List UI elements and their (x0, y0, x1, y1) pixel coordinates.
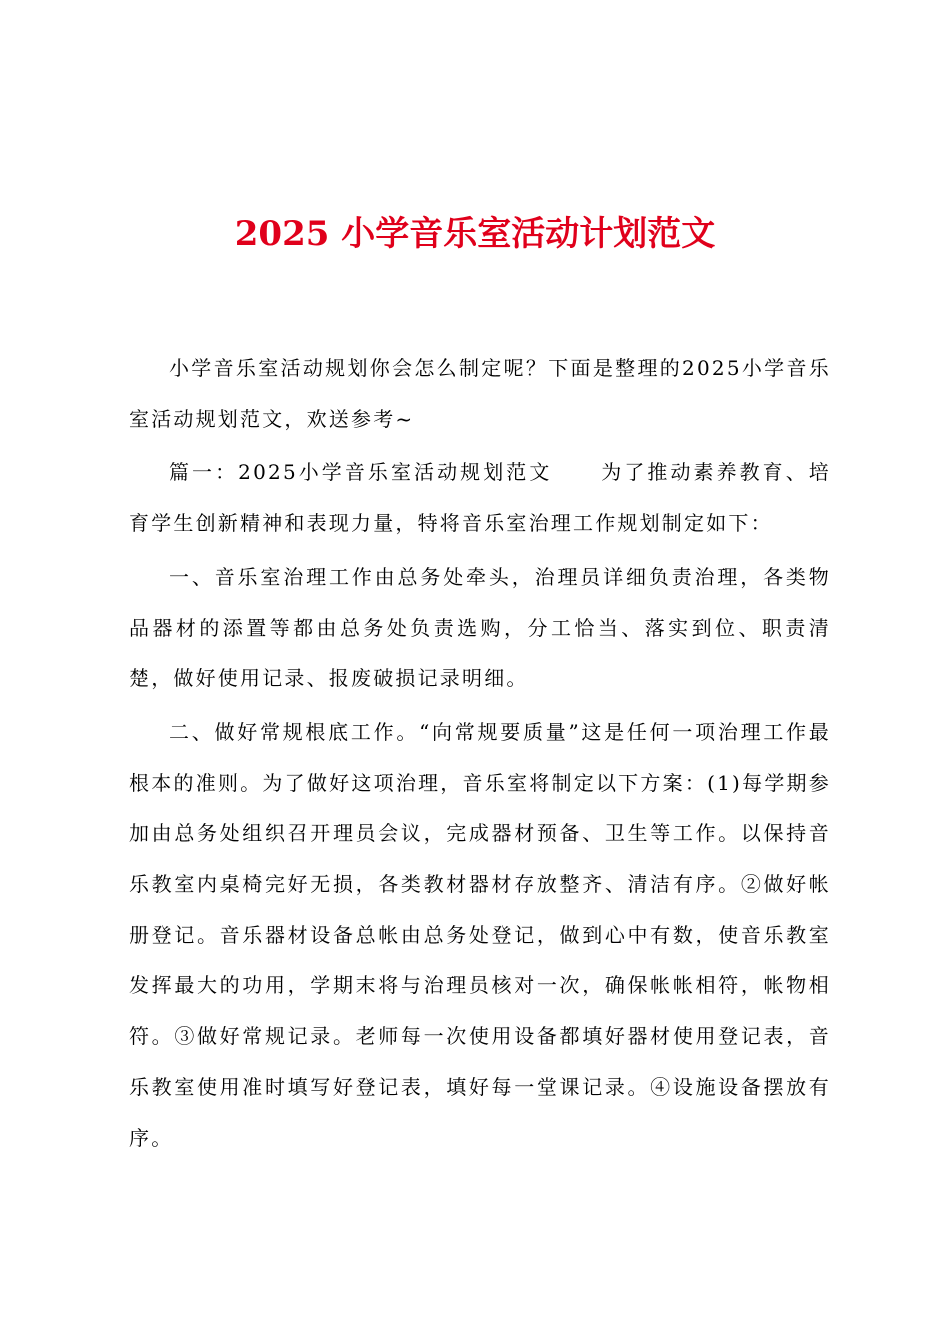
section-heading: 篇一：2025小学音乐室活动规划范文 (169, 460, 553, 485)
section-intro: 为了推动素养教育、培育学生创新精神和表现力量，特将音乐室治理工作规划制定如下： (129, 460, 832, 536)
item-one-paragraph: 一、音乐室治理工作由总务处牵头，治理员详细负责治理，各类物品器材的添置等都由总务处负责选购，分工恰当、落实到位、职责清楚，做好使用记录、报废破损记录明细。 (129, 564, 831, 691)
section-one-paragraph (129, 447, 831, 548)
item-two-paragraph: 二、做好常规根底工作。“向常规要质量”这是任何一项治理工作最根本的准则。为了做好这项治理，音乐室将制定以下方案：(1)每学期参加由总务处组织召开理员会议，完成器材预备、卫生等工作。以保持音乐教室内桌椅完好无损，各类教材器材存放整齐、清洁有序。②做好帐册登记。音乐器材设备总帐由总务处登记，做到心中有数，使音乐教室发挥最大的功用，学期末将与治理员核对一次，确保帐帐相符，帐物相符。③做好常规记录。老师每一次使用设备都填好器材使用登记表，音乐教室使用准时填写好登记表，填好每一堂课记录。④设施设备摆放有序。 (129, 719, 831, 1150)
document-title: 2025 小学音乐室活动计划范文 (234, 214, 716, 254)
intro-paragraph: 小学音乐室活动规划你会怎么制定呢？下面是整理的2025小学音乐室活动规划范文，欢送参考~ (129, 356, 831, 431)
document-body (129, 343, 831, 1166)
